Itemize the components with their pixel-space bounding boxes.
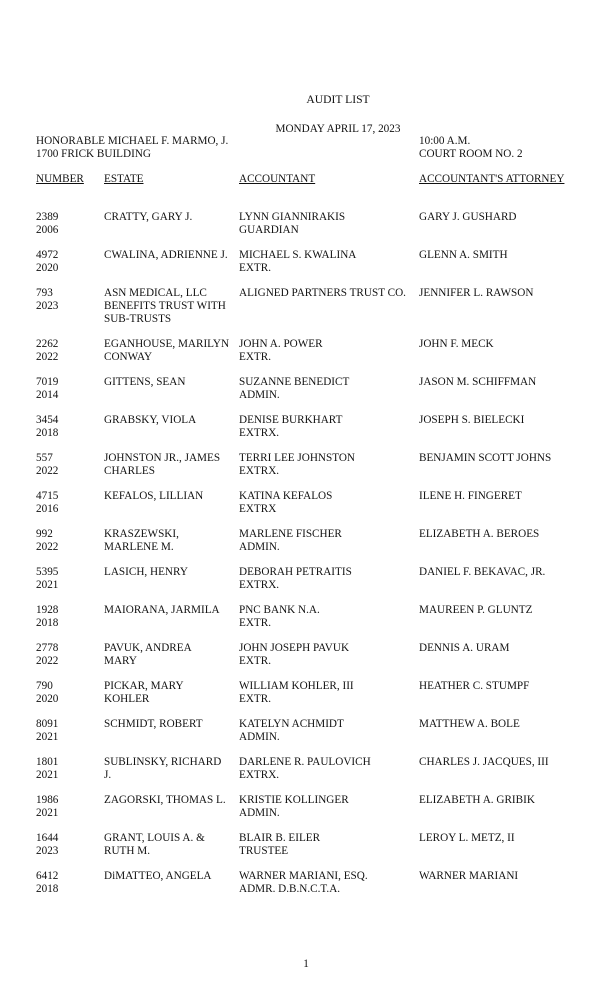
judge-name: HONORABLE MICHAEL F. MARMO, J. <box>36 135 229 147</box>
attorney-name: DENNIS A. URAM <box>419 642 510 654</box>
accountant-name: WARNER MARIANI, ESQ. ADMR. D.B.N.C.T.A. <box>239 870 368 895</box>
case-number: 2389 2006 <box>36 211 59 236</box>
case-number: 4972 2020 <box>36 249 59 274</box>
attorney-name: ILENE H. FINGERET <box>419 490 522 502</box>
attorney-name: GLENN A. SMITH <box>419 249 508 261</box>
attorney-name: JOSEPH S. BIELECKI <box>419 414 525 426</box>
estate-name: DiMATTEO, ANGELA <box>104 870 212 882</box>
estate-name: GITTENS, SEAN <box>104 376 186 388</box>
attorney-name: JENNIFER L. RAWSON <box>419 287 534 299</box>
table-row <box>0 376 612 414</box>
case-number: 1644 2023 <box>36 832 59 857</box>
table-row <box>0 870 612 908</box>
case-number: 790 2020 <box>36 680 59 705</box>
estate-name: PICKAR, MARY KOHLER <box>104 680 184 705</box>
table-row <box>0 794 612 832</box>
table-row <box>0 490 612 528</box>
session-room: COURT ROOM NO. 2 <box>419 147 523 160</box>
accountant-name: MARLENE FISCHER ADMIN. <box>239 528 342 553</box>
case-number: 2778 2022 <box>36 642 59 667</box>
attorney-name: JOHN F. MECK <box>419 338 494 350</box>
case-number: 992 2022 <box>36 528 59 553</box>
accountant-name: SUZANNE BENEDICT ADMIN. <box>239 376 350 401</box>
estate-name: KEFALOS, LILLIAN <box>104 490 204 502</box>
accountant-name: BLAIR B. EILER TRUSTEE <box>239 832 321 857</box>
estate-name: ASN MEDICAL, LLC BENEFITS TRUST WITH SUB-TRUSTS <box>104 287 226 325</box>
header-accountant: ACCOUNTANT <box>239 173 316 185</box>
estate-name: PAVUK, ANDREA MARY <box>104 642 192 667</box>
case-number: 8091 2021 <box>36 718 59 743</box>
case-number: 1986 2021 <box>36 794 59 819</box>
table-row <box>0 566 612 604</box>
estate-name: CWALINA, ADRIENNE J. <box>104 249 228 261</box>
attorney-name: CHARLES J. JACQUES, III <box>419 756 549 768</box>
judge-location: 1700 FRICK BUILDING <box>36 147 151 160</box>
attorney-name: ELIZABETH A. BEROES <box>419 528 540 540</box>
session-info <box>419 135 523 161</box>
page-number: 1 <box>303 958 309 970</box>
case-number: 793 2023 <box>36 287 59 312</box>
attorney-name: MAUREEN P. GLUNTZ <box>419 604 533 616</box>
table-row <box>0 832 612 870</box>
audit-table <box>0 211 612 908</box>
case-number: 6412 2018 <box>36 870 59 895</box>
case-number: 5395 2021 <box>36 566 59 591</box>
attorney-name: MATTHEW A. BOLE <box>419 718 520 730</box>
attorney-name: HEATHER C. STUMPF <box>419 680 530 692</box>
attorney-name: LEROY L. METZ, II <box>419 832 515 844</box>
estate-name: ZAGORSKI, THOMAS L. <box>104 794 226 806</box>
case-number: 1801 2021 <box>36 756 59 781</box>
session-time: 10:00 A.M. <box>419 135 471 147</box>
estate-name: GRABSKY, VIOLA <box>104 414 197 426</box>
estate-name: LASICH, HENRY <box>104 566 188 578</box>
accountant-name: ALIGNED PARTNERS TRUST CO. <box>239 287 406 299</box>
attorney-name: BENJAMIN SCOTT JOHNS <box>419 452 552 464</box>
table-row <box>0 528 612 566</box>
accountant-name: DENISE BURKHART EXTRX. <box>239 414 343 439</box>
accountant-name: TERRI LEE JOHNSTON EXTRX. <box>239 452 356 477</box>
accountant-name: KRISTIE KOLLINGER ADMIN. <box>239 794 349 819</box>
table-row <box>0 249 612 287</box>
attorney-name: DANIEL F. BEKAVAC, JR. <box>419 566 546 578</box>
case-number: 4715 2016 <box>36 490 59 515</box>
estate-name: CRATTY, GARY J. <box>104 211 193 223</box>
estate-name: KRASZEWSKI, MARLENE M. <box>104 528 179 553</box>
estate-name: JOHNSTON JR., JAMES CHARLES <box>104 452 221 477</box>
accountant-name: KATINA KEFALOS EXTRX <box>239 490 333 515</box>
table-row <box>0 680 612 718</box>
header-estate: ESTATE <box>104 173 144 185</box>
case-number: 1928 2018 <box>36 604 59 629</box>
document-title: AUDIT LIST <box>306 93 370 106</box>
accountant-name: KATELYN ACHMIDT ADMIN. <box>239 718 344 743</box>
case-number: 7019 2014 <box>36 376 59 401</box>
estate-name: SUBLINSKY, RICHARD J. <box>104 756 222 781</box>
table-row <box>0 211 612 249</box>
estate-name: MAIORANA, JARMILA <box>104 604 220 616</box>
table-row <box>0 338 612 376</box>
table-row <box>0 718 612 756</box>
accountant-name: WILLIAM KOHLER, III EXTR. <box>239 680 354 705</box>
accountant-name: JOHN A. POWER EXTR. <box>239 338 323 363</box>
accountant-name: LYNN GIANNIRAKIS GUARDIAN <box>239 211 346 236</box>
accountant-name: JOHN JOSEPH PAVUK EXTR. <box>239 642 350 667</box>
attorney-name: GARY J. GUSHARD <box>419 211 517 223</box>
table-row <box>0 452 612 490</box>
case-number: 557 2022 <box>36 452 59 477</box>
hearing-date: MONDAY APRIL 17, 2023 <box>275 123 401 135</box>
estate-name: EGANHOUSE, MARILYN CONWAY <box>104 338 230 363</box>
attorney-name: JASON M. SCHIFFMAN <box>419 376 537 388</box>
case-number: 3454 2018 <box>36 414 59 439</box>
table-row <box>0 604 612 642</box>
estate-name: SCHMIDT, ROBERT <box>104 718 203 730</box>
case-number: 2262 2022 <box>36 338 59 363</box>
attorney-name: WARNER MARIANI <box>419 870 519 882</box>
accountant-name: PNC BANK N.A. EXTR. <box>239 604 320 629</box>
header-number: NUMBER <box>36 173 84 185</box>
accountant-name: DARLENE R. PAULOVICH EXTRX. <box>239 756 371 781</box>
accountant-name: DEBORAH PETRAITIS EXTRX. <box>239 566 352 591</box>
table-row <box>0 287 612 338</box>
table-row <box>0 642 612 680</box>
accountant-name: MICHAEL S. KWALINA EXTR. <box>239 249 357 274</box>
estate-name: GRANT, LOUIS A. & RUTH M. <box>104 832 205 857</box>
table-row <box>0 756 612 794</box>
judge-info <box>36 135 228 161</box>
header-attorney: ACCOUNTANT'S ATTORNEY <box>419 173 565 185</box>
table-row <box>0 414 612 452</box>
attorney-name: ELIZABETH A. GRIBIK <box>419 794 535 806</box>
